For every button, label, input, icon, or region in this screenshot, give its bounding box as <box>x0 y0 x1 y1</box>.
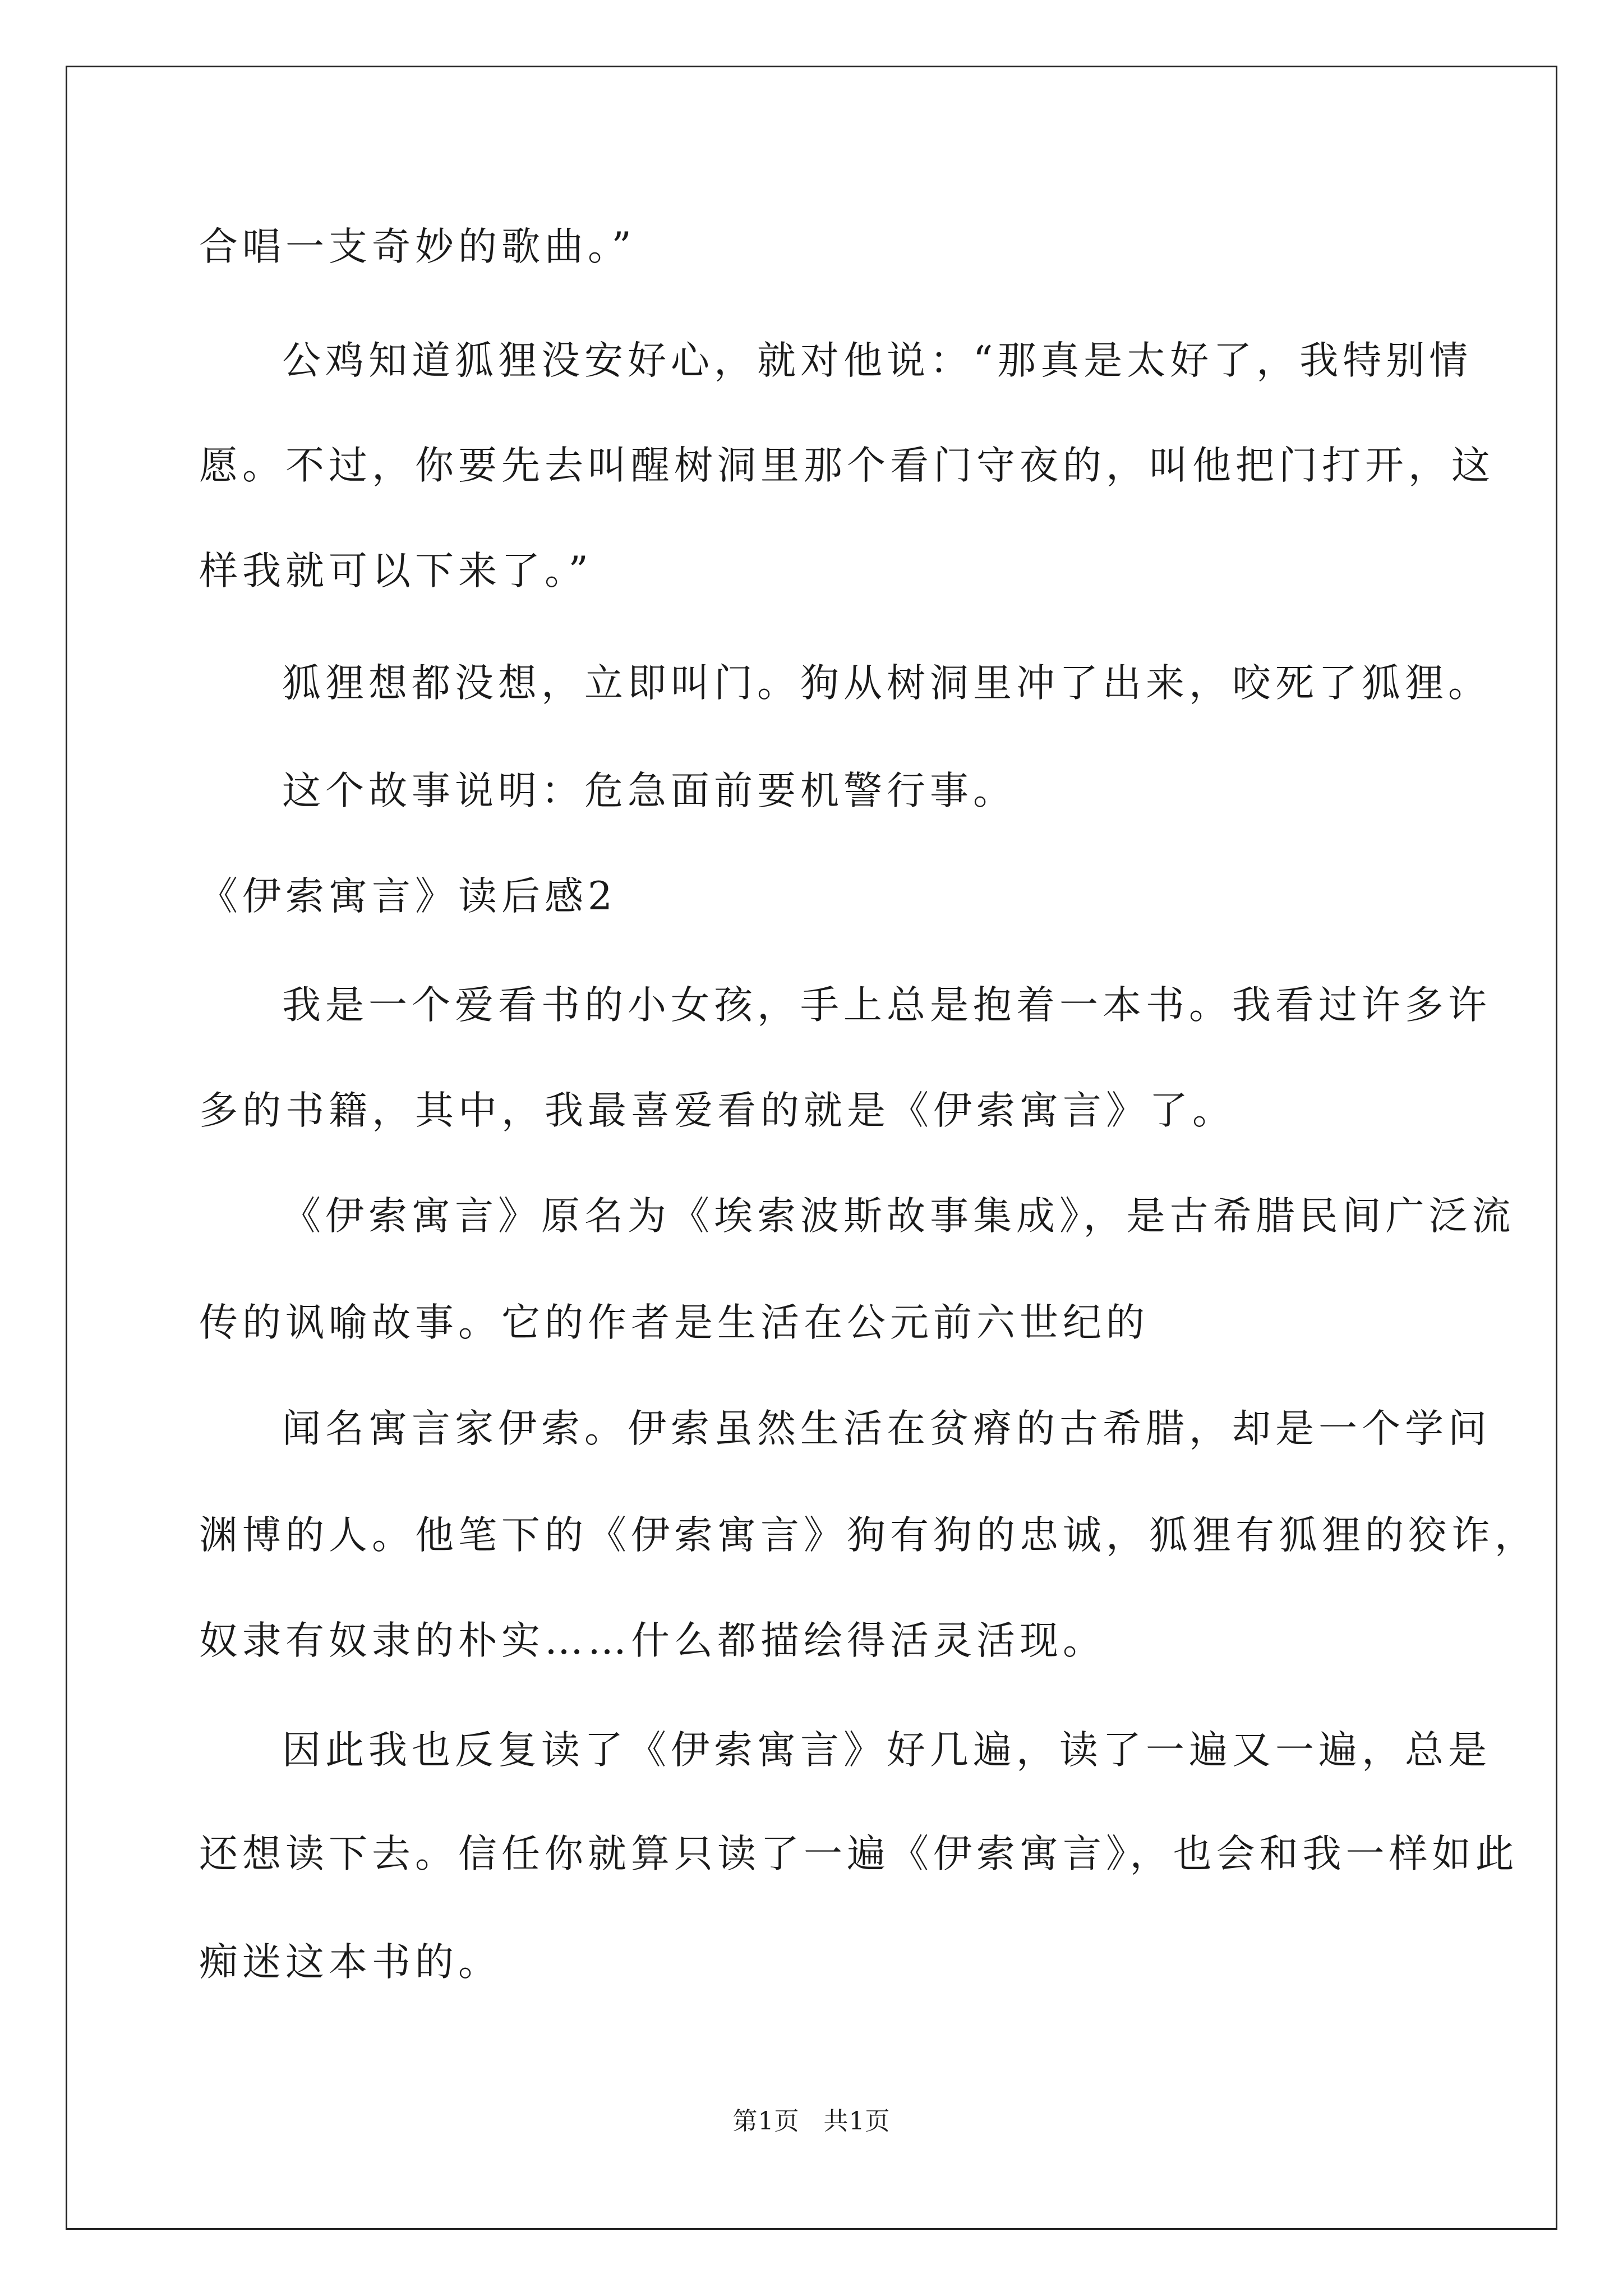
text-line: 还想读下去。信任你就算只读了一遍《伊索寓言》，也会和我一样如此 <box>199 1832 1519 1876</box>
text-line: 奴隶有奴隶的朴实……什么都描绘得活灵活现。 <box>199 1618 1106 1663</box>
page-number: 第1页 <box>732 2107 800 2136</box>
text-line: 样我就可以下来了。” <box>199 549 593 593</box>
paragraph-start: 闻名寓言家伊索。伊索虽然生活在贫瘠的古希腊，却是一个学问 <box>282 1406 1491 1451</box>
paragraph-start: 《伊索寓言》原名为《埃索波斯故事集成》，是古希腊民间广泛流 <box>282 1194 1515 1239</box>
text-line: 合唱一支奇妙的歌曲。” <box>199 224 636 269</box>
text-line: 愿。不过，你要先去叫醒树洞里那个看门守夜的，叫他把门打开，这 <box>199 443 1495 488</box>
text-line: 痴迷这本书的。 <box>199 1940 501 1985</box>
paragraph-start: 狐狸想都没想，立即叫门。狗从树洞里冲了出来，咬死了狐狸。 <box>282 661 1491 706</box>
text-line: 渊博的人。他笔下的《伊索寓言》狗有狗的忠诚，狐狸有狐狸的狡诈， <box>199 1513 1538 1558</box>
page-border <box>66 66 1557 2230</box>
text-line: 多的书籍，其中，我最喜爱看的就是《伊索寓言》了。 <box>199 1088 1235 1133</box>
paragraph-start: 公鸡知道狐狸没安好心，就对他说：“那真是太好了，我特别情 <box>282 338 1473 383</box>
page-footer <box>0 2108 1623 2136</box>
page-count: 共1页 <box>823 2107 891 2136</box>
paragraph-start: 我是一个爱看书的小女孩，手上总是抱着一本书。我看过许多许 <box>282 983 1491 1028</box>
paragraph-start: 这个故事说明：危急面前要机警行事。 <box>282 769 1016 813</box>
section-heading: 《伊索寓言》读后感2 <box>199 874 617 919</box>
text-line: 传的讽喻故事。它的作者是生活在公元前六世纪的 <box>199 1300 1149 1345</box>
paragraph-start: 因此我也反复读了《伊索寓言》好几遍，读了一遍又一遍，总是 <box>282 1728 1491 1773</box>
